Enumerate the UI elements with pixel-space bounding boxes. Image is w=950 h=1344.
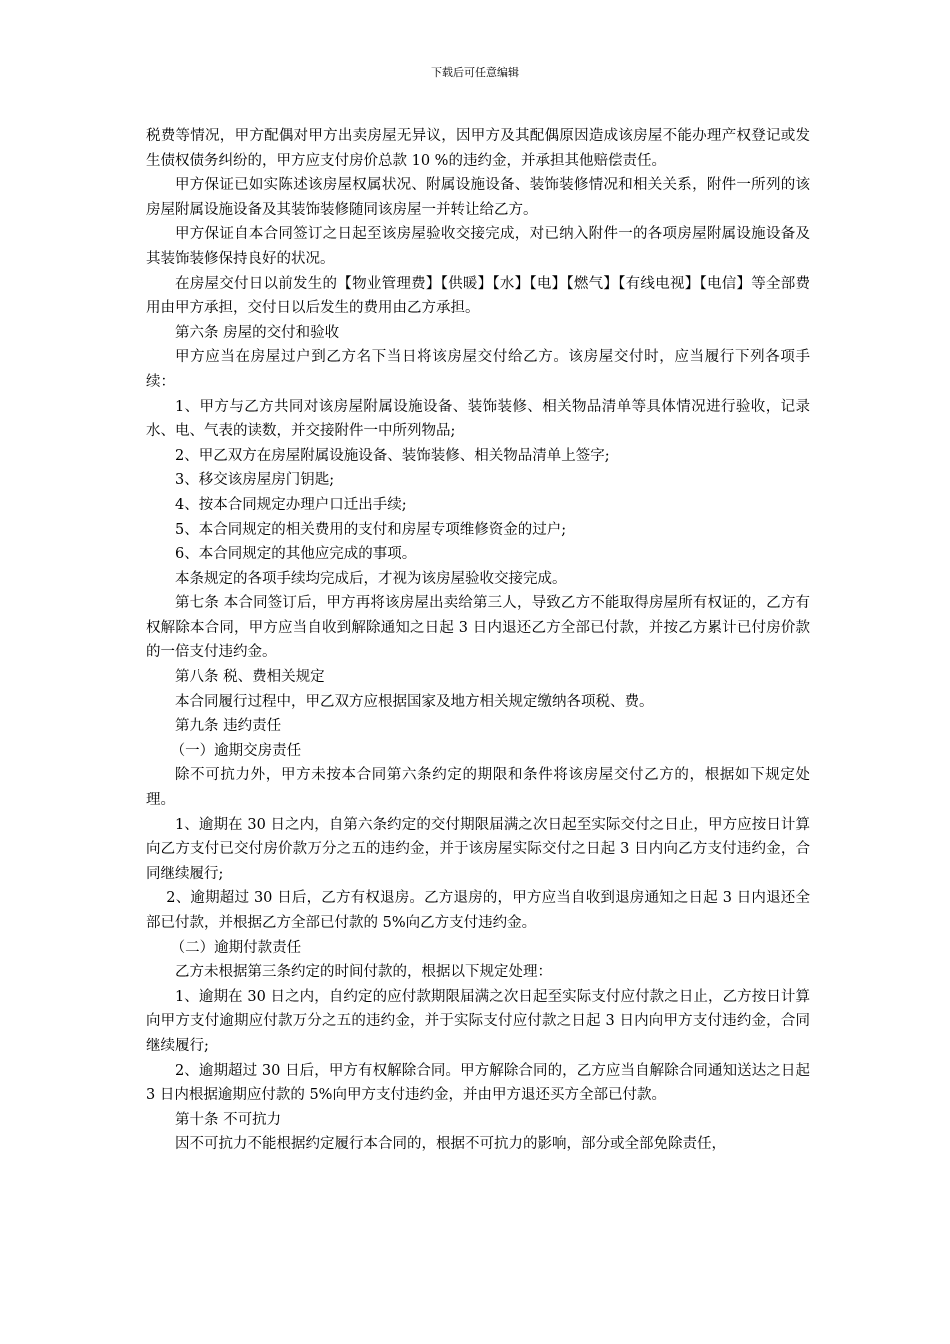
paragraph-19: 除不可抗力外，甲方未按本合同第六条约定的期限和条件将该房屋交付乙方的，根据如下规定处理。 [146,767,810,809]
paragraph-26: 第十条 不可抗力 [175,1111,282,1128]
paragraph-22: （二）逾期付款责任 [170,939,302,956]
paragraph-2: 甲方保证已如实陈述该房屋权属状况、附属设施设备、装饰装修情况和相关关系，附件一所列的该房屋附属设施设备及其装饰装修随同该房屋一并转让给乙方。 [146,177,810,218]
paragraph-16: 本合同履行过程中，甲乙双方应根据国家及地方相关规定缴纳各项税、费。 [175,693,654,710]
paragraph-4: 在房屋交付日以前发生的【物业管理费】【供暖】【水】【电】【燃气】【有线电视】【电信】等全部费用由甲方承担，交付日以后发生的费用由乙方承担。 [146,275,810,317]
paragraph-10: 4、按本合同规定办理户口迁出手续; [175,496,407,513]
paragraph-17: 第九条 违约责任 [175,718,282,735]
paragraph-25: 2、逾期超过 30 日后，甲方有权解除合同。甲方解除合同的，乙方应当自解除合同通知送达之日起 3 日内根据逾期应付款的 5%向甲方支付违约金，并由甲方退还买方全部已付款。 [146,1062,810,1104]
paragraph-15: 第八条 税、费相关规定 [175,669,325,686]
paragraph-6: 甲方应当在房屋过户到乙方名下当日将该房屋交付给乙方。该房屋交付时，应当履行下列各项手续： [146,349,810,390]
paragraph-20: 1、逾期在 30 日之内，自第六条约定的交付期限届满之次日起至实际交付之日止，甲方应按日计算向乙方支付已交付房价款万分之五的违约金，并于该房屋实际交付之日起 3 日内向乙方支付违约金，合同继续履行; [146,816,810,882]
paragraph-13: 本条规定的各项手续均完成后，才视为该房屋验收交接完成。 [175,570,567,587]
paragraph-8: 2、甲乙双方在房屋附属设施设备、装饰装修、相关物品清单上签字; [175,447,610,464]
paragraph-9: 3、移交该房屋房门钥匙; [175,472,335,489]
paragraph-7: 1、甲方与乙方共同对该房屋附属设施设备、装饰装修、相关物品清单等具体情况进行验收，记录水、电、气表的读数，并交接附件一中所列物品; [146,398,810,440]
paragraph-21: 2、逾期超过 30 日后，乙方有权退房。乙方退房的，甲方应当自收到退房通知之日起 3 日内退还全部已付款，并根据乙方全部已付款的 5%向乙方支付违约金。 [146,890,810,931]
paragraph-18: （一）逾期交房责任 [170,742,302,759]
paragraph-23: 乙方未根据第三条约定的时间付款的，根据以下规定处理： [175,964,552,981]
paragraph-27: 因不可抗力不能根据约定履行本合同的，根据不可抗力的影响，部分或全部免除责任， [175,1136,726,1153]
document-body [146,124,810,1157]
paragraph-14: 第七条 本合同签订后，甲方再将该房屋出卖给第三人，导致乙方不能取得房屋所有权证的，乙方有权解除本合同，甲方应当自收到解除通知之日起 3 日内退还乙方全部已付款，并按乙方累计已付房价款的一倍支付违约金。 [146,595,810,661]
page-header: 下载后可任意编辑 [431,66,519,79]
paragraph-12: 6、本合同规定的其他应完成的事项。 [175,546,417,563]
paragraph-3: 甲方保证自本合同签订之日起至该房屋验收交接完成，对已纳入附件一的各项房屋附属设施设备及其装饰装修保持良好的状况。 [146,226,810,267]
paragraph-1: 税费等情况，甲方配偶对甲方出卖房屋无异议，因甲方及其配偶原因造成该房屋不能办理产权登记或发生债权债务纠纷的，甲方应支付房价总款 10 %的违约金，并承担其他赔偿责任。 [146,128,810,169]
paragraph-11: 5、本合同规定的相关费用的支付和房屋专项维修资金的过户; [175,521,567,538]
paragraph-24: 1、逾期在 30 日之内，自约定的应付款期限届满之次日起至实际支付应付款之日止，乙方按日计算向甲方支付逾期应付款万分之五的违约金，并于实际支付应付款之日起 3 日内向甲方支付违约金，合同继续履行; [146,988,810,1054]
paragraph-5: 第六条 房屋的交付和验收 [175,324,340,341]
